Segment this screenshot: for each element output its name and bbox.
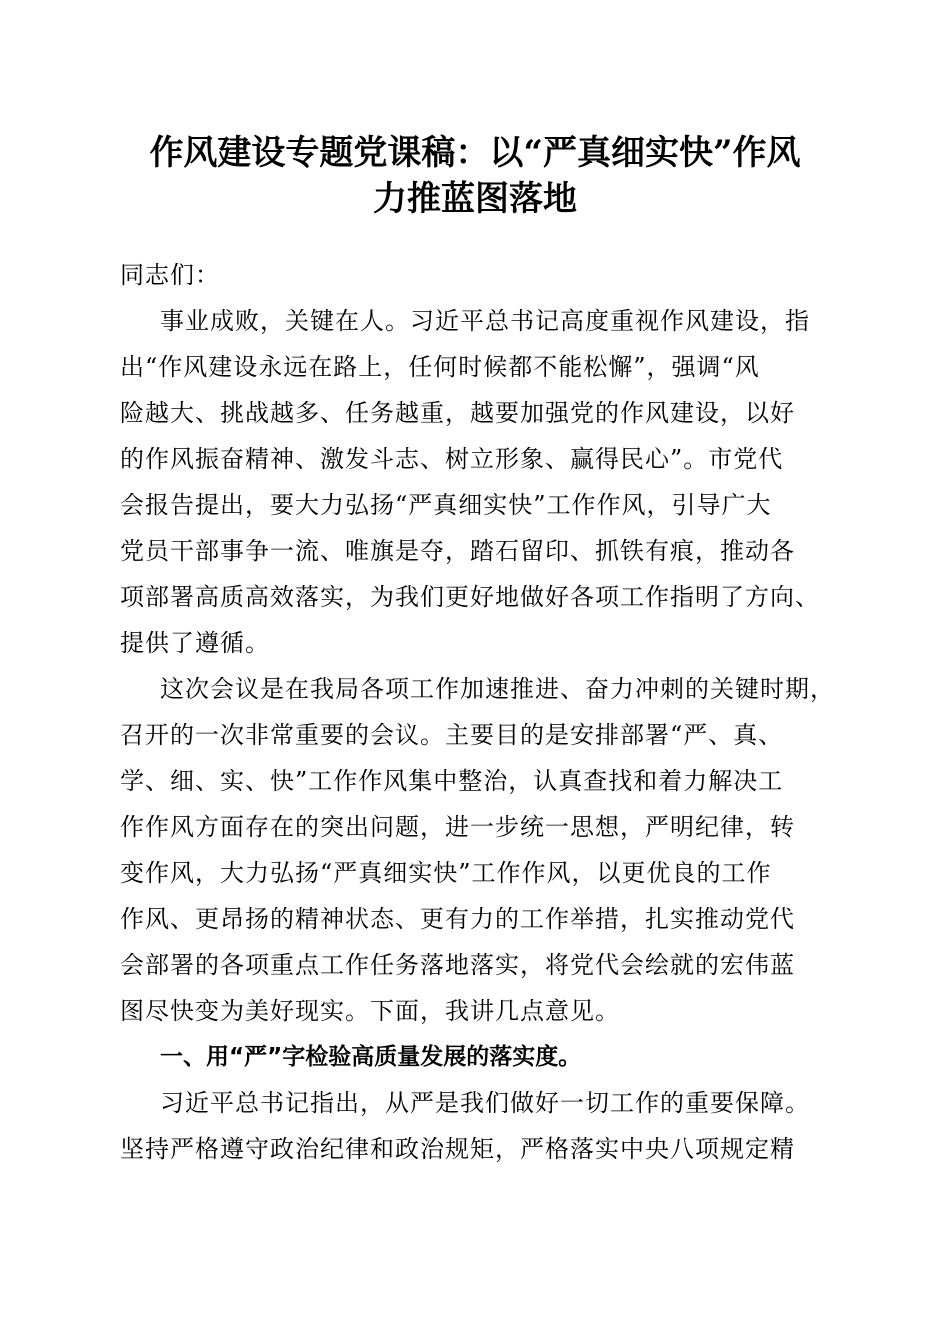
paragraph-2-line: 变作风，大力弘扬“严真细实快”工作作风，以更优良的工作 (120, 859, 772, 887)
paragraph-1-line: 会报告提出，要大力弘扬“严真细实快”工作作风，引导广大 (120, 491, 772, 519)
title-line-2: 力推蓝图落地 (373, 179, 577, 219)
paragraph-2-line: 图尽快变为美好现实。下面，我讲几点意见。 (120, 997, 620, 1025)
paragraph-2-line: 学、细、实、快”工作作风集中整治，认真查找和着力解决工 (120, 767, 784, 795)
paragraph-2-line: 这次会议是在我局各项工作加速推进、奋力冲刺的关键时期， (160, 675, 835, 703)
document-title (100, 130, 850, 222)
paragraph-1-line: 出“作风建设永远在路上，任何时候都不能松懈”，强调“风 (120, 353, 760, 381)
paragraph-3-line: 习近平总书记指出，从严是我们做好一切工作的重要保障。 (160, 1089, 810, 1117)
paragraph-3-line: 坚持严格遵守政治纪律和政治规矩，严格落实中央八项规定精 (120, 1135, 795, 1163)
paragraph-2-line: 作作风方面存在的突出问题，进一步统一思想，严明纪律，转 (120, 813, 795, 841)
paragraph-2-line: 会部署的各项重点工作任务落地落实，将党代会绘就的宏伟蓝 (120, 951, 795, 979)
salutation: 同志们： (120, 261, 220, 289)
paragraph-1-line: 险越大、挑战越多、任务越重，越要加强党的作风建设，以好 (120, 399, 795, 427)
paragraph-1-line: 提供了遵循。 (120, 629, 270, 657)
title-line-1: 作风建设专题党课稿：以“严真细实快”作风 (149, 133, 801, 173)
section-1-heading: 一、用“严”字检验高质量发展的落实度。 (160, 1044, 582, 1070)
paragraph-1-line: 项部署高质高效落实，为我们更好地做好各项工作指明了方向、 (120, 583, 820, 611)
paragraph-1-line: 的作风振奋精神、激发斗志、树立形象、赢得民心”。市党代 (120, 445, 784, 473)
paragraph-1-line: 事业成败，关键在人。习近平总书记高度重视作风建设，指 (160, 307, 810, 335)
paragraph-2-line: 作风、更昂扬的精神状态、更有力的工作举措，扎实推动党代 (120, 905, 795, 933)
paragraph-3 (120, 1080, 832, 1172)
paragraph-1 (120, 298, 832, 666)
paragraph-2-line: 召开的一次非常重要的会议。主要目的是安排部署“严、真、 (120, 721, 784, 749)
document-body (120, 252, 835, 1172)
paragraph-1-line: 党员干部事争一流、唯旗是夺，踏石留印、抓铁有痕，推动各 (120, 537, 795, 565)
paragraph-2 (120, 666, 835, 1034)
